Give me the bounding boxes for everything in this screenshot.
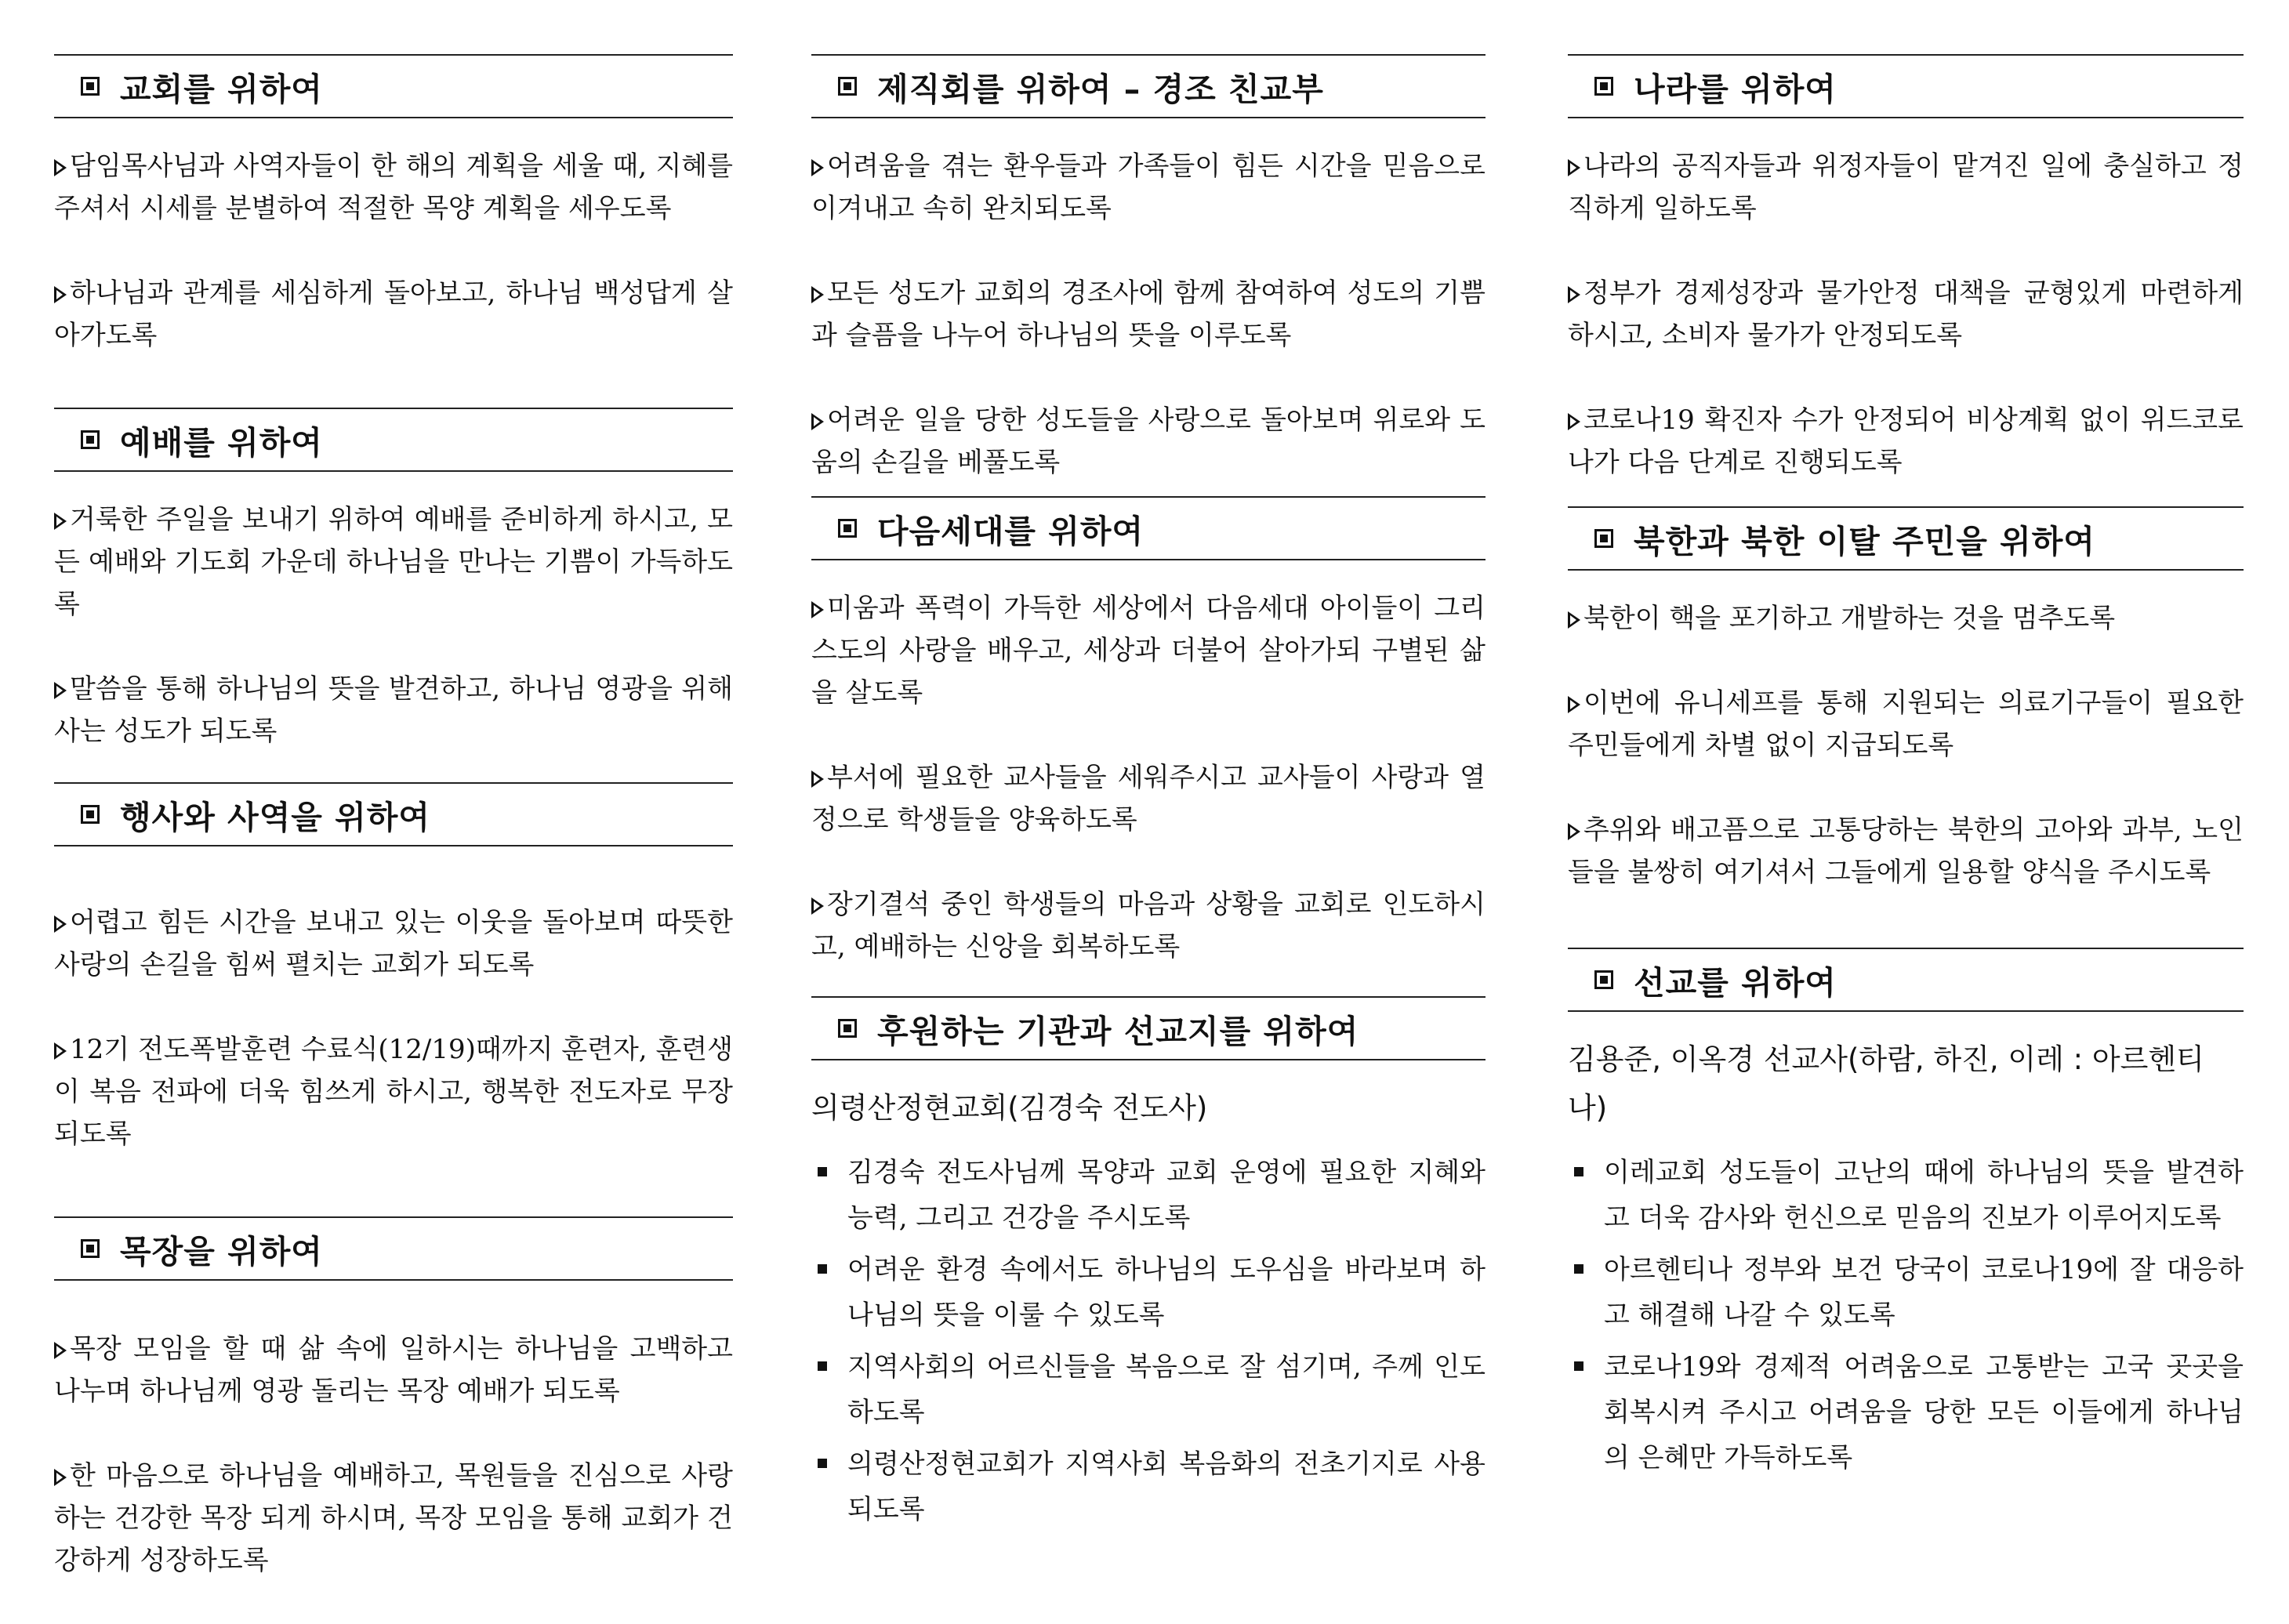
prayer-item bbox=[54, 498, 733, 625]
prayer-item bbox=[811, 883, 1485, 968]
prayer-text: 어려운 환경 속에서도 하나님의 도우심을 바라보며 하나님의 뜻을 이룰 수 있도록 bbox=[847, 1254, 1485, 1331]
section-title: 북한과 북한 이탈 주민을 위하여 bbox=[1634, 522, 2095, 560]
section-title: 예배를 위하여 bbox=[120, 423, 323, 462]
prayer-item bbox=[811, 587, 1485, 714]
square-bullet-icon bbox=[1594, 77, 1613, 96]
triangle-bullet-icon bbox=[811, 897, 824, 915]
prayer-text: 담임목사님과 사역자들이 한 해의 계획을 세울 때, 지혜를 주셔서 시세를 분별하여 적절한 목양 계획을 세우도록 bbox=[54, 150, 733, 224]
prayer-item bbox=[54, 668, 733, 752]
prayer-text: 어려움을 겪는 환우들과 가족들이 힘든 시간을 믿음으로 이겨내고 속히 완치되도록 bbox=[811, 150, 1485, 224]
square-bullet-icon bbox=[818, 1167, 827, 1176]
triangle-bullet-icon bbox=[1568, 696, 1580, 713]
prayer-text: 의령산정현교회가 지역사회 복음화의 전초기지로 사용되도록 bbox=[847, 1448, 1485, 1525]
triangle-bullet-icon bbox=[54, 1469, 67, 1486]
prayer-text: 이번에 유니세프를 통해 지원되는 의료기구들이 필요한 주민들에게 차별 없이 지급되도록 bbox=[1568, 687, 2244, 761]
prayer-item bbox=[811, 399, 1485, 484]
prayer-text: 북한이 핵을 포기하고 개발하는 것을 멈추도록 bbox=[1583, 603, 2116, 634]
prayer-item bbox=[54, 901, 733, 986]
prayer-text: 미움과 폭력이 가득한 세상에서 다음세대 아이들이 그리스도의 사랑을 배우고, 세상과 더불어 살아가되 구별된 삶을 살도록 bbox=[811, 593, 1485, 709]
prayer-text: 어렵고 힘든 시간을 보내고 있는 이웃을 돌아보며 따뜻한 사랑의 손길을 힘써 펼치는 교회가 되도록 bbox=[54, 907, 733, 981]
prayer-bullet-item bbox=[811, 1441, 1485, 1532]
section-title: 나라를 위하여 bbox=[1634, 70, 1837, 108]
prayer-item bbox=[811, 756, 1485, 841]
prayer-item bbox=[54, 1028, 733, 1155]
triangle-bullet-icon bbox=[54, 1342, 67, 1359]
prayer-item bbox=[811, 145, 1485, 230]
square-bullet-icon bbox=[818, 1361, 827, 1371]
prayer-item bbox=[1568, 682, 2244, 767]
section-heading bbox=[54, 1216, 733, 1281]
prayer-text: 한 마음으로 하나님을 예배하고, 목원들을 진심으로 사랑하는 건강한 목장 되게 하시며, 목장 모임을 통해 교회가 건강하게 성장하도록 bbox=[54, 1460, 733, 1576]
prayer-text: 모든 성도가 교회의 경조사에 함께 참여하여 성도의 기쁨과 슬픔을 나누어 하나님의 뜻을 이루도록 bbox=[811, 277, 1485, 351]
prayer-section bbox=[54, 1216, 733, 1624]
section-heading bbox=[54, 54, 733, 118]
prayer-text: 어려운 일을 당한 성도들을 사랑으로 돌아보며 위로와 도움의 손길을 베풀도록 bbox=[811, 404, 1485, 478]
section-heading bbox=[54, 408, 733, 472]
prayer-item bbox=[811, 272, 1485, 357]
triangle-bullet-icon bbox=[811, 770, 824, 788]
square-bullet-icon bbox=[818, 1459, 827, 1468]
square-bullet-icon bbox=[818, 1264, 827, 1274]
square-bullet-icon bbox=[81, 430, 100, 449]
square-bullet-icon bbox=[838, 519, 857, 538]
prayer-section bbox=[811, 496, 1485, 1010]
triangle-bullet-icon bbox=[54, 159, 67, 176]
prayer-bullet-item bbox=[1568, 1344, 2244, 1481]
section-title: 행사와 사역을 위하여 bbox=[120, 798, 431, 836]
prayer-item bbox=[54, 1455, 733, 1582]
square-bullet-icon bbox=[81, 1239, 100, 1258]
prayer-text: 하나님과 관계를 세심하게 돌아보고, 하나님 백성답게 살아가도록 bbox=[54, 277, 733, 351]
prayer-text: 지역사회의 어르신들을 복음으로 잘 섬기며, 주께 인도하도록 bbox=[847, 1351, 1485, 1428]
prayer-text: 아르헨티나 정부와 보건 당국이 코로나19에 잘 대응하고 해결해 나갈 수 있도록 bbox=[1604, 1254, 2244, 1331]
prayer-text: 부서에 필요한 교사들을 세워주시고 교사들이 사랑과 열정으로 학생들을 양육하도록 bbox=[811, 762, 1485, 836]
prayer-item bbox=[1568, 809, 2244, 894]
prayer-text: 장기결석 중인 학생들의 마음과 상황을 교회로 인도하시고, 예배하는 신앙을 회복하도록 bbox=[811, 889, 1485, 962]
prayer-bullet-item bbox=[811, 1247, 1485, 1338]
square-bullet-icon bbox=[1594, 529, 1613, 548]
prayer-section bbox=[54, 408, 733, 795]
prayer-text: 코로나19 확진자 수가 안정되어 비상계획 없이 위드코로나가 다음 단계로 진행되도록 bbox=[1568, 404, 2244, 478]
section-heading bbox=[811, 996, 1485, 1060]
prayer-text: 정부가 경제성장과 물가안정 대책을 균형있게 마련하게 하시고, 소비자 물가가 안정되도록 bbox=[1568, 277, 2244, 351]
prayer-section bbox=[1568, 948, 2244, 1487]
prayer-item bbox=[54, 145, 733, 230]
mission-subtitle: 김용준, 이옥경 선교사(하람, 하진, 이레 : 아르헨티나) bbox=[1568, 1042, 2204, 1125]
section-title: 선교를 위하여 bbox=[1634, 963, 1837, 1002]
prayer-text: 김경숙 전도사님께 목양과 교회 운영에 필요한 지혜와 능력, 그리고 건강을 주시도록 bbox=[847, 1157, 1485, 1234]
square-bullet-icon bbox=[81, 77, 100, 96]
triangle-bullet-icon bbox=[811, 159, 824, 176]
triangle-bullet-icon bbox=[54, 513, 67, 530]
prayer-bullet-item bbox=[811, 1344, 1485, 1435]
prayer-item bbox=[1568, 399, 2244, 484]
prayer-text: 12기 전도폭발훈련 수료식(12/19)때까지 훈련자, 훈련생이 복음 전파에 더욱 힘쓰게 하시고, 행복한 전도자로 무장되도록 bbox=[54, 1034, 733, 1150]
prayer-section bbox=[811, 996, 1485, 1539]
section-title: 목장을 위하여 bbox=[120, 1232, 323, 1271]
prayer-text: 추위와 배고픔으로 고통당하는 북한의 고아와 과부, 노인들을 불쌍히 여기셔서 그들에게 일용할 양식을 주시도록 bbox=[1568, 814, 2244, 888]
prayer-item bbox=[54, 1328, 733, 1412]
section-heading bbox=[1568, 506, 2244, 571]
prayer-item bbox=[1568, 272, 2244, 357]
prayer-text: 목장 모임을 할 때 삶 속에 일하시는 하나님을 고백하고 나누며 하나님께 영광 돌리는 목장 예배가 되도록 bbox=[54, 1333, 733, 1407]
triangle-bullet-icon bbox=[811, 601, 824, 618]
section-title: 교회를 위하여 bbox=[120, 70, 323, 108]
triangle-bullet-icon bbox=[1568, 823, 1580, 840]
triangle-bullet-icon bbox=[1568, 611, 1580, 629]
triangle-bullet-icon bbox=[1568, 159, 1580, 176]
section-title: 제직회를 위하여 – 경조 친교부 bbox=[877, 70, 1324, 108]
triangle-bullet-icon bbox=[811, 413, 824, 430]
triangle-bullet-icon bbox=[54, 682, 67, 699]
section-heading bbox=[811, 54, 1485, 118]
prayer-text: 나라의 공직자들과 위정자들이 맡겨진 일에 충실하고 정직하게 일하도록 bbox=[1568, 150, 2244, 224]
prayer-section bbox=[1568, 506, 2244, 936]
prayer-item bbox=[1568, 145, 2244, 230]
prayer-section bbox=[1568, 54, 2244, 526]
square-bullet-icon bbox=[81, 805, 100, 824]
square-bullet-icon bbox=[1574, 1167, 1583, 1176]
square-bullet-icon bbox=[1574, 1361, 1583, 1371]
triangle-bullet-icon bbox=[54, 286, 67, 303]
triangle-bullet-icon bbox=[1568, 286, 1580, 303]
prayer-bullet-item bbox=[1568, 1150, 2244, 1241]
prayer-bullet-item bbox=[811, 1150, 1485, 1241]
prayer-text: 이레교회 성도들이 고난의 때에 하나님의 뜻을 발견하고 더욱 감사와 헌신으로 믿음의 진보가 이루어지도록 bbox=[1604, 1157, 2244, 1234]
prayer-section bbox=[811, 54, 1485, 526]
prayer-bullet-item bbox=[1568, 1247, 2244, 1338]
triangle-bullet-icon bbox=[54, 915, 67, 933]
section-heading bbox=[54, 782, 733, 846]
triangle-bullet-icon bbox=[54, 1042, 67, 1060]
prayer-item bbox=[1568, 597, 2244, 640]
section-title: 다음세대를 위하여 bbox=[877, 512, 1144, 550]
triangle-bullet-icon bbox=[1568, 413, 1580, 430]
square-bullet-icon bbox=[1594, 970, 1613, 989]
section-heading bbox=[1568, 948, 2244, 1012]
section-heading bbox=[811, 496, 1485, 560]
prayer-text: 거룩한 주일을 보내기 위하여 예배를 준비하게 하시고, 모든 예배와 기도회 가운데 하나님을 만나는 기쁨이 가득하도록 bbox=[54, 504, 733, 620]
mission-subtitle: 의령산정현교회(김경숙 전도사) bbox=[811, 1091, 1208, 1125]
square-bullet-icon bbox=[1574, 1264, 1583, 1274]
section-title: 후원하는 기관과 선교지를 위하여 bbox=[877, 1012, 1359, 1050]
prayer-section bbox=[54, 782, 733, 1198]
prayer-text: 말씀을 통해 하나님의 뜻을 발견하고, 하나님 영광을 위해 사는 성도가 되도록 bbox=[54, 673, 733, 747]
prayer-item bbox=[54, 272, 733, 357]
prayer-text: 코로나19와 경제적 어려움으로 고통받는 고국 곳곳을 회복시켜 주시고 어려움을 당한 모든 이들에게 하나님의 은혜만 가득하도록 bbox=[1604, 1351, 2244, 1474]
section-heading bbox=[1568, 54, 2244, 118]
prayer-section bbox=[54, 54, 733, 399]
triangle-bullet-icon bbox=[811, 286, 824, 303]
square-bullet-icon bbox=[838, 1019, 857, 1038]
square-bullet-icon bbox=[838, 77, 857, 96]
